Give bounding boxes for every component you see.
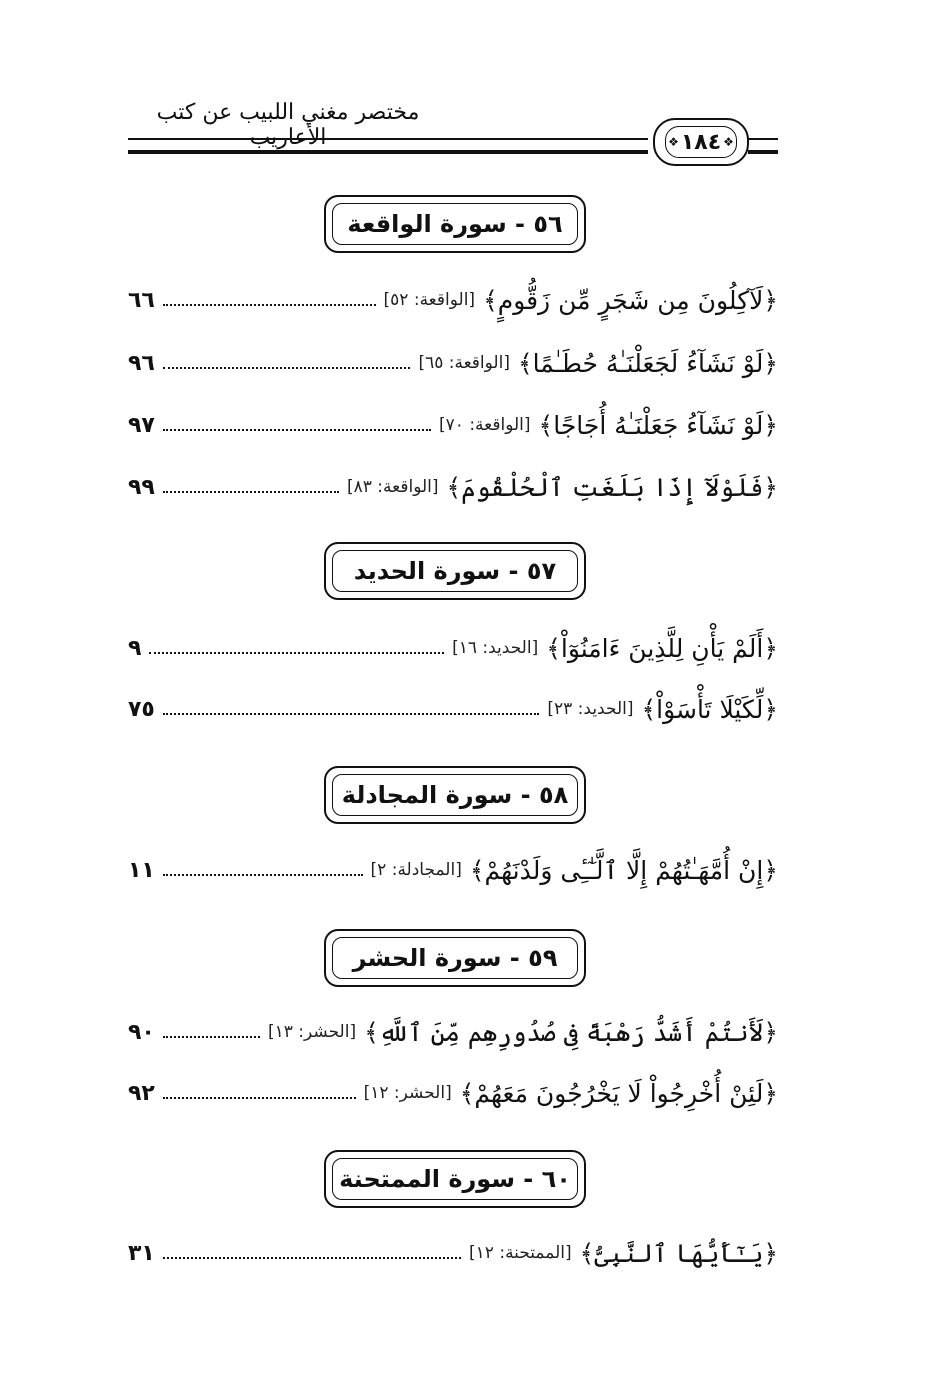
- page-reference: ١١: [128, 857, 155, 883]
- verse-text: ﴿أَلَمْ يَأْنِ لِلَّذِينَ ءَامَنُوٓاْ﴾: [546, 633, 778, 663]
- page-reference: ٩٧: [128, 412, 155, 438]
- index-entry: [128, 689, 778, 729]
- index-entry: [128, 467, 778, 507]
- verse-text: ﴿يَـٰٓأَيُّهَا ٱلنَّبِىُّ﴾: [579, 1238, 778, 1268]
- page-number-badge: [653, 118, 749, 166]
- index-entry: [128, 628, 778, 668]
- page-reference: ٩٦: [128, 350, 155, 376]
- ornament-icon: ❖: [723, 135, 734, 149]
- page-reference: ٩٢: [128, 1080, 155, 1106]
- leader-dots: [163, 357, 411, 369]
- leader-dots: [149, 642, 444, 654]
- surah-title: ٥٨ - سورة المجادلة: [332, 774, 578, 816]
- verse-text: ﴿لَئِنْ أُخْرِجُواْ لَا يَخْرُجُونَ مَعَهُمْ﴾: [459, 1078, 778, 1108]
- index-entry: [128, 1073, 778, 1113]
- leader-dots: [163, 294, 376, 306]
- index-entry: [128, 1012, 778, 1052]
- surah-title: ٥٦ - سورة الواقعة: [332, 203, 578, 245]
- surah-heading: [324, 1150, 586, 1208]
- page-reference: ٧٥: [128, 696, 155, 722]
- verse-text: ﴿لَوْ نَشَآءُ جَعَلْنَـٰهُ أُجَاجًا﴾: [538, 410, 778, 440]
- leader-dots: [163, 864, 363, 876]
- page-reference: ٦٦: [128, 287, 155, 313]
- book-title: مختصر مغني اللبيب عن كتب الأعاريب: [156, 100, 420, 150]
- surah-heading: [324, 195, 586, 253]
- verse-text: ﴿لِّكَيْلَا تَأْسَوْاْ﴾: [641, 694, 778, 724]
- page-reference: ٩٩: [128, 474, 155, 500]
- verse-reference: [الحديد: ٢٣]: [547, 699, 634, 719]
- leader-dots: [163, 1087, 356, 1099]
- page-reference: ٩٠: [128, 1019, 155, 1045]
- page-reference: ٣١: [128, 1240, 155, 1266]
- page-number: ١٨٤: [680, 129, 722, 155]
- verse-text: ﴿فَلَوْلَآ إِذَا بَلَغَتِ ٱلْحُلْقُومَ﴾: [446, 472, 778, 502]
- page-header: [128, 100, 778, 160]
- leader-dots: [163, 419, 431, 431]
- verse-reference: [الممتحنة: ١٢]: [469, 1243, 572, 1263]
- index-entry: [128, 280, 778, 320]
- leader-dots: [163, 1026, 260, 1038]
- header-rule-left: [128, 138, 648, 154]
- verse-text: ﴿إِنْ أُمَّهَـٰتُهُمْ إِلَّا ٱلَّـٰٓـِٔى وَلَدْنَهُمْ﴾: [469, 855, 778, 885]
- verse-reference: [الواقعة: ٦٥]: [418, 353, 510, 373]
- surah-title: ٥٩ - سورة الحشر: [332, 937, 578, 979]
- verse-reference: [الواقعة: ٨٣]: [347, 477, 439, 497]
- verse-reference: [الواقعة: ٧٠]: [439, 415, 531, 435]
- page-reference: ٩: [128, 635, 142, 661]
- index-entry: [128, 405, 778, 445]
- verse-reference: [الحشر: ١٣]: [268, 1022, 357, 1042]
- index-entry: [128, 343, 778, 383]
- verse-reference: [الحديد: ١٦]: [452, 638, 539, 658]
- surah-heading: [324, 929, 586, 987]
- verse-text: ﴿لَوْ نَشَآءُ لَجَعَلْنَـٰهُ حُطَـٰمًا﴾: [517, 348, 778, 378]
- surah-heading: [324, 766, 586, 824]
- verse-text: ﴿لَأَنتُمْ أَشَدُّ رَهْبَةً فِى صُدُورِهِم مِّنَ ٱللَّهِ﴾: [364, 1017, 778, 1047]
- verse-reference: [الحشر: ١٢]: [363, 1083, 452, 1103]
- index-entry: [128, 1233, 778, 1273]
- leader-dots: [163, 703, 540, 715]
- ornament-icon: ❖: [668, 135, 679, 149]
- surah-title: ٦٠ - سورة الممتحنة: [332, 1158, 578, 1200]
- index-entry: [128, 850, 778, 890]
- verse-text: ﴿لَآكِلُونَ مِن شَجَرٍ مِّن زَقُّومٍ﴾: [483, 285, 778, 315]
- surah-title: ٥٧ - سورة الحديد: [332, 550, 578, 592]
- verse-reference: [الواقعة: ٥٢]: [383, 290, 476, 310]
- leader-dots: [163, 481, 339, 493]
- surah-heading: [324, 542, 586, 600]
- header-rule-right: [748, 138, 778, 154]
- verse-reference: [المجادلة: ٢]: [370, 860, 462, 880]
- leader-dots: [163, 1247, 461, 1259]
